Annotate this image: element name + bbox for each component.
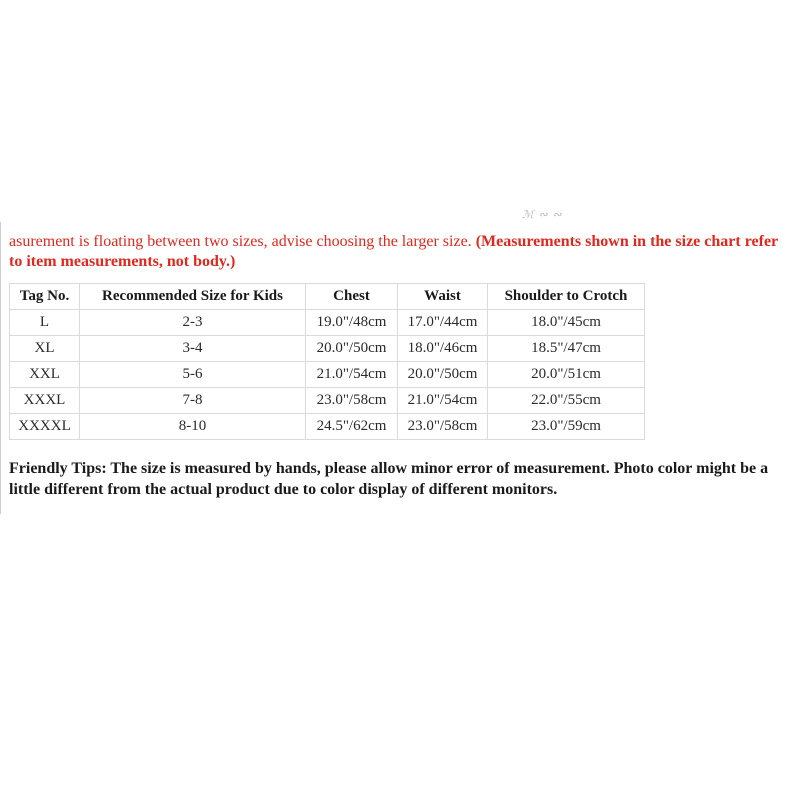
tag-no-cell: L (10, 310, 80, 336)
tag-no-cell: XL (10, 336, 80, 362)
table-row (10, 336, 645, 362)
left-divider-line (0, 222, 1, 514)
recommended-size-cell: 8-10 (80, 414, 306, 440)
waist-cell: 20.0"/50cm (398, 362, 488, 388)
friendly-tips (9, 458, 794, 500)
shoulder-to-crotch-cell: 18.0"/45cm (488, 310, 645, 336)
header-waist: Waist (398, 284, 488, 310)
waist-cell: 18.0"/46cm (398, 336, 488, 362)
waist-cell: 21.0"/54cm (398, 388, 488, 414)
header-chest: Chest (306, 284, 398, 310)
tag-no-cell: XXL (10, 362, 80, 388)
table-row (10, 388, 645, 414)
chest-cell: 20.0"/50cm (306, 336, 398, 362)
size-notice-measurement-note: (Measurements shown in the size chart refer (475, 233, 779, 250)
size-notice-line-1 (9, 232, 799, 252)
recommended-size-cell: 5-6 (80, 362, 306, 388)
tag-no-cell: XXXL (10, 388, 80, 414)
header-shoulder-to-crotch: Shoulder to Crotch (488, 284, 645, 310)
table-row (10, 362, 645, 388)
table-row (10, 310, 645, 336)
waist-cell: 17.0"/44cm (398, 310, 488, 336)
shoulder-to-crotch-cell: 20.0"/51cm (488, 362, 645, 388)
shoulder-to-crotch-cell: 18.5"/47cm (488, 336, 645, 362)
shoulder-to-crotch-cell: 23.0"/59cm (488, 414, 645, 440)
chest-cell: 23.0"/58cm (306, 388, 398, 414)
chest-cell: 19.0"/48cm (306, 310, 398, 336)
size-notice-advice: asurement is floating between two sizes, advise choosing the larger size. (9, 233, 476, 250)
size-notice-line-2: to item measurements, not body.) (9, 253, 236, 270)
size-notice (9, 232, 799, 272)
decorative-script-fragment: ℳ ∾ ∾ (522, 209, 563, 221)
recommended-size-cell: 3-4 (80, 336, 306, 362)
recommended-size-cell: 2-3 (80, 310, 306, 336)
friendly-tips-line-1: Friendly Tips: The size is measured by hands, please allow minor error of measurement. Photo color might be a (9, 460, 769, 477)
waist-cell: 23.0"/58cm (398, 414, 488, 440)
friendly-tips-line-2: little different from the actual product due to color display of different monitors. (9, 481, 558, 498)
table-row (10, 414, 645, 440)
header-tag-no: Tag No. (10, 284, 80, 310)
chest-cell: 21.0"/54cm (306, 362, 398, 388)
tag-no-cell: XXXXL (10, 414, 80, 440)
header-recommended-size: Recommended Size for Kids (80, 284, 306, 310)
chest-cell: 24.5"/62cm (306, 414, 398, 440)
size-chart-header-row (10, 284, 645, 310)
size-chart-table (9, 283, 645, 440)
shoulder-to-crotch-cell: 22.0"/55cm (488, 388, 645, 414)
recommended-size-cell: 7-8 (80, 388, 306, 414)
